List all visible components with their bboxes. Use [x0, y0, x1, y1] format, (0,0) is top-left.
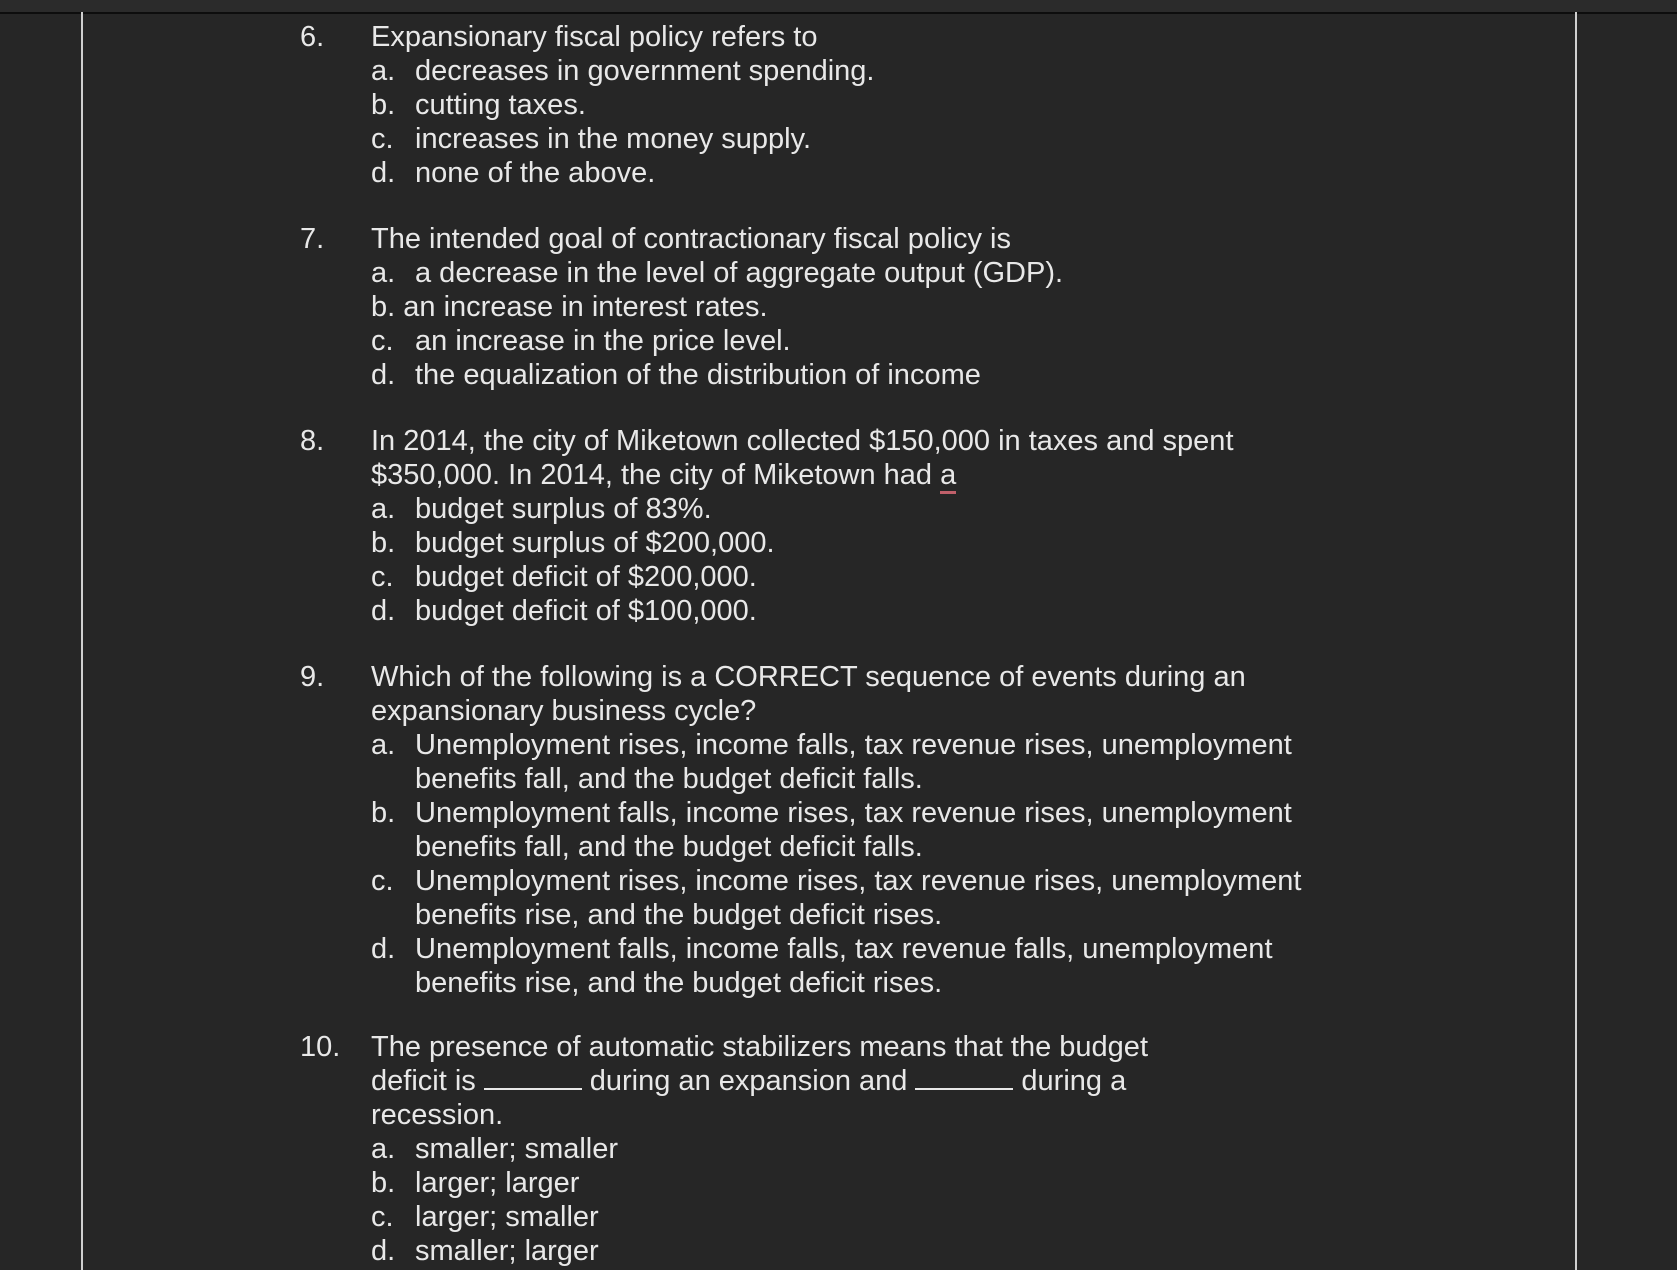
option-d: d. Unemployment falls, income falls, tax revenue falls, unemployment benefits rise, and the budget deficit rises.	[371, 933, 1273, 999]
left-page-margin	[81, 12, 83, 1270]
question-number: 7.	[300, 223, 325, 255]
option-a: a. Unemployment rises, income falls, tax revenue rises, unemployment benefits fall, and the budget deficit falls.	[371, 729, 1292, 795]
spelling-underline: a	[940, 459, 956, 494]
question-stem-line-2: expansionary business cycle?	[371, 695, 757, 727]
option-b: b. cutting taxes.	[371, 89, 586, 121]
question-stem-line-2: deficit is during an expansion and during a	[371, 1065, 1127, 1097]
option-d: d. none of the above.	[371, 157, 656, 189]
question-stem-line-1: Which of the following is a CORRECT sequence of events during an	[371, 661, 1246, 693]
option-b: b. an increase in interest rates.	[371, 291, 768, 323]
option-c: c. larger; smaller	[371, 1201, 599, 1233]
option-c: c. Unemployment rises, income rises, tax revenue rises, unemployment benefits rise, and the budget deficit rises.	[371, 865, 1302, 931]
question-stem-line-3: recession.	[371, 1099, 504, 1131]
question-stem-line-1: In 2014, the city of Miketown collected $150,000 in taxes and spent	[371, 425, 1234, 457]
option-b: b. larger; larger	[371, 1167, 580, 1199]
option-c: c. budget deficit of $200,000.	[371, 561, 757, 593]
option-c: c. an increase in the price level.	[371, 325, 791, 357]
answer-blank	[915, 1066, 1013, 1090]
answer-blank	[484, 1066, 582, 1090]
question-number: 9.	[300, 661, 325, 693]
option-a: a. decreases in government spending.	[371, 55, 875, 87]
question-stem: Expansionary fiscal policy refers to	[371, 21, 818, 53]
option-c: c. increases in the money supply.	[371, 123, 812, 155]
question-number: 6.	[300, 21, 325, 53]
question-stem: The intended goal of contractionary fiscal policy is	[371, 223, 1011, 255]
option-d: d. budget deficit of $100,000.	[371, 595, 757, 627]
question-number: 8.	[300, 425, 325, 457]
option-d: d. smaller; larger	[371, 1235, 599, 1267]
option-a: a. a decrease in the level of aggregate output (GDP).	[371, 257, 1064, 289]
question-stem-line-1: The presence of automatic stabilizers means that the budget	[371, 1031, 1148, 1063]
question-stem-line-2: $350,000. In 2014, the city of Miketown had a	[371, 458, 1351, 492]
option-b: b. Unemployment falls, income rises, tax revenue rises, unemployment benefits fall, and the budget deficit falls.	[371, 797, 1292, 863]
option-d: d. the equalization of the distribution of income	[371, 359, 981, 391]
option-a: a. budget surplus of 83%.	[371, 493, 712, 525]
right-page-margin	[1575, 12, 1577, 1270]
question-number: 10.	[300, 1031, 341, 1063]
option-a: a. smaller; smaller	[371, 1133, 619, 1165]
option-b: b. budget surplus of $200,000.	[371, 527, 775, 559]
top-border	[0, 0, 1677, 14]
